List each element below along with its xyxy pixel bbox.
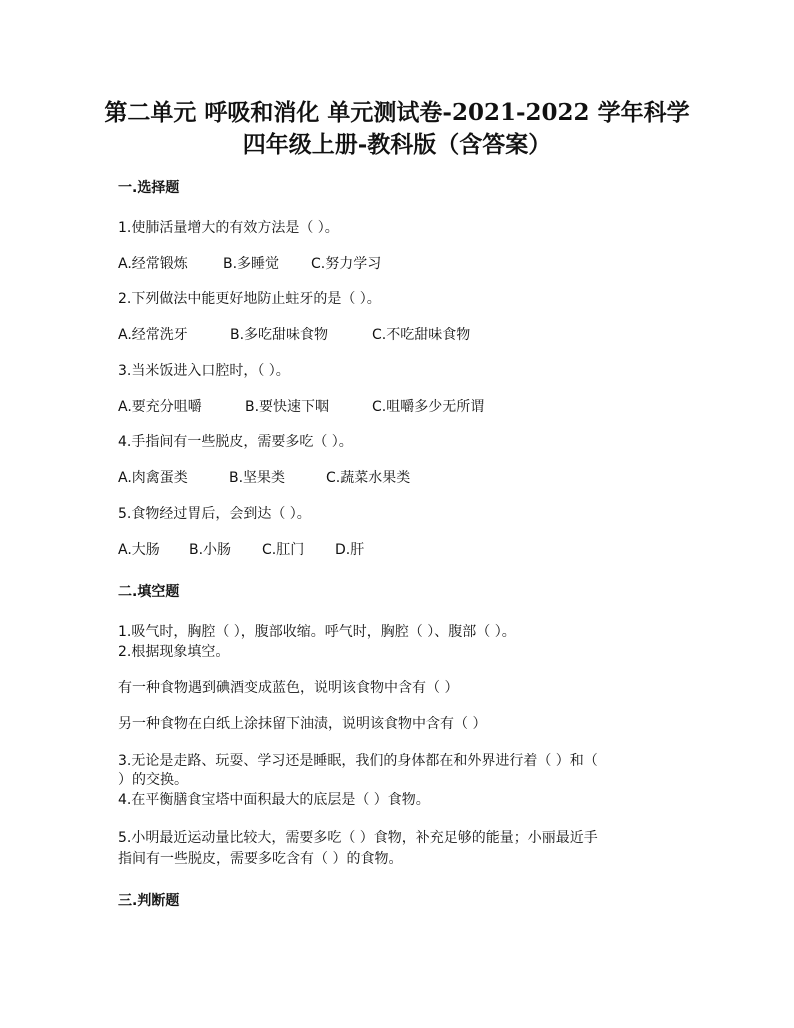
section-heading-fill: 二.填空题 <box>118 584 180 600</box>
question-options <box>118 253 381 273</box>
option: A.大肠 <box>118 542 160 558</box>
option: C.努力学习 <box>311 256 382 272</box>
option: A.要充分咀嚼 <box>118 399 202 415</box>
question-options <box>118 467 410 487</box>
document-title-line-2: 四年级上册-教科版（含答案） <box>242 131 552 158</box>
question-stem: 5.食物经过胃后，会到达（ ）。 <box>118 506 311 522</box>
question-stem: 3.当米饭进入口腔时，（ ）。 <box>118 363 290 379</box>
question-stem: 1.使肺活量增大的有效方法是（ ）。 <box>118 220 339 236</box>
option: A.经常洗牙 <box>118 327 188 343</box>
option: B.多睡觉 <box>223 256 280 272</box>
option: C.咀嚼多少无所谓 <box>372 399 485 415</box>
fill-line: ）的交换。 <box>118 772 188 788</box>
option: C.肛门 <box>262 542 305 558</box>
fill-line: 有一种食物遇到碘酒变成蓝色，说明该食物中含有（ ） <box>118 680 459 696</box>
section-heading-choice: 一.选择题 <box>118 180 180 196</box>
option: C.蔬菜水果类 <box>326 470 411 486</box>
option: B.小肠 <box>189 542 232 558</box>
option: B.多吃甜味食物 <box>230 327 329 343</box>
option: C.不吃甜味食物 <box>372 327 471 343</box>
question-options <box>118 539 364 559</box>
fill-line: 3.无论是走路、玩耍、学习还是睡眠，我们的身体都在和外界进行着（ ）和（ <box>118 753 598 769</box>
fill-line: 4.在平衡膳食宝塔中面积最大的底层是（ ）食物。 <box>118 792 430 808</box>
question-stem: 2.下列做法中能更好地防止蛀牙的是（ ）。 <box>118 291 381 307</box>
fill-line: 5.小明最近运动量比较大，需要多吃（ ）食物，补充足够的能量；小丽最近手 <box>118 830 598 846</box>
option: A.经常锻炼 <box>118 256 188 272</box>
option: B.要快速下咽 <box>245 399 330 415</box>
fill-line: 另一种食物在白纸上涂抹留下油渍，说明该食物中含有（ ） <box>118 716 487 732</box>
option: B.坚果类 <box>229 470 286 486</box>
document-title-line-1: 第二单元 呼吸和消化 单元测试卷-2021-2022 学年科学 <box>104 99 690 126</box>
fill-line: 2.根据现象填空。 <box>118 644 230 660</box>
option: A.肉禽蛋类 <box>118 470 188 486</box>
question-options <box>118 396 484 416</box>
fill-line: 指间有一些脱皮，需要多吃含有（ ）的食物。 <box>118 851 403 867</box>
question-options <box>118 324 470 344</box>
section-heading-judge: 三.判断题 <box>118 893 180 909</box>
option: D.肝 <box>335 542 365 558</box>
fill-line: 1.吸气时，胸腔（ ），腹部收缩。呼气时，胸腔（ ）、腹部（ ）。 <box>118 624 516 640</box>
question-stem: 4.手指间有一些脱皮，需要多吃（ ）。 <box>118 434 353 450</box>
